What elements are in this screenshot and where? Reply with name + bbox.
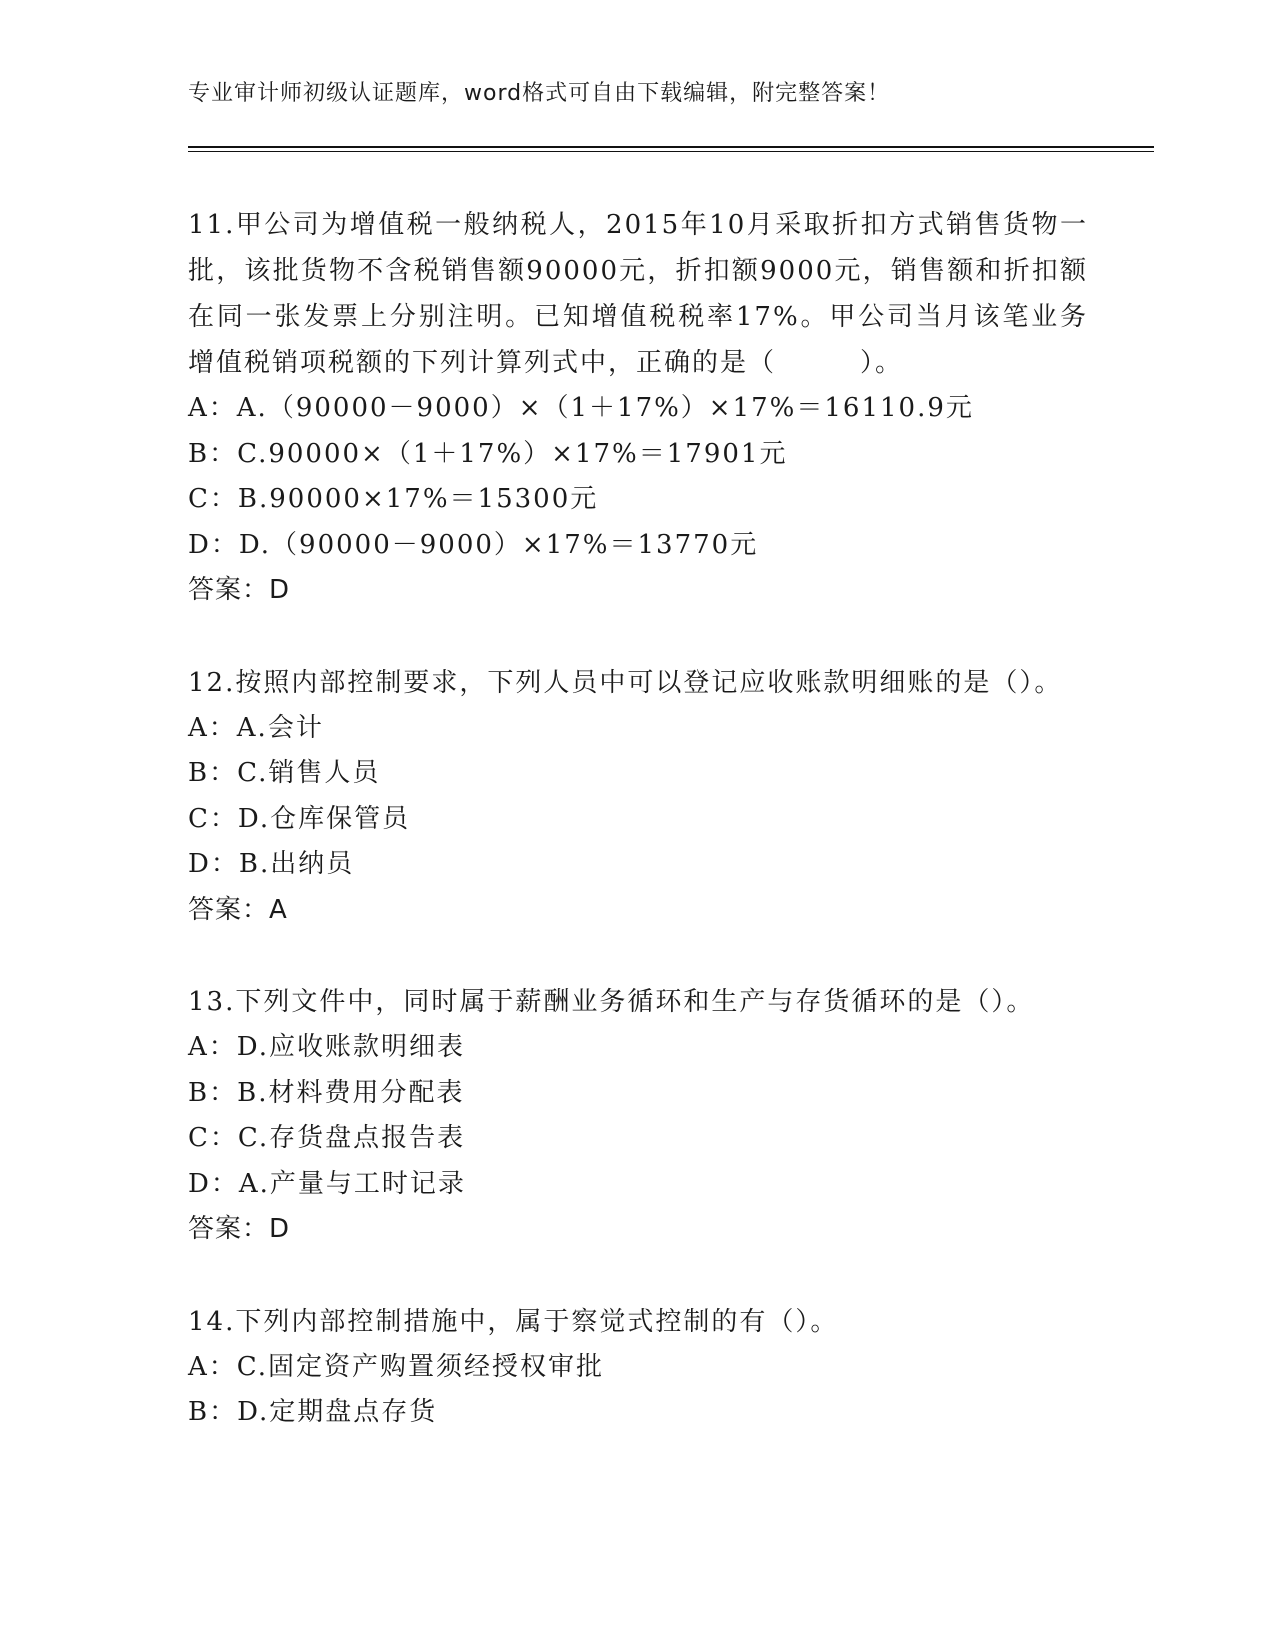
option-b: B：C.销售人员	[188, 758, 381, 788]
answer-line: 答案：A	[188, 894, 288, 925]
question-14	[188, 1299, 1088, 1436]
option-a: A：D.应收账款明细表	[188, 1032, 465, 1062]
question-stem: 13.下列文件中，同时属于薪酬业务循环和生产与存货循环的是（）。	[188, 987, 1035, 1017]
option-a: A：A.会计	[188, 712, 324, 743]
option-b: B：D.定期盘点存货	[188, 1397, 438, 1427]
option-d: D：A.产量与工时记录	[188, 1168, 466, 1199]
question-stem: 12.按照内部控制要求，下列人员中可以登记应收账款明细账的是（）。	[188, 667, 1063, 698]
option-b: B：B.材料费用分配表	[188, 1077, 465, 1108]
option-c: C：C.存货盘点报告表	[188, 1123, 466, 1153]
question-stem: 11.甲公司为增值税一般纳税人，2015年10月采取折扣方式销售货物一批，该批货物不含税销售额90000元，折扣额9000元，销售额和折扣额在同一张发票上分别注明。已知增值税税率17%。甲公司当月该笔业务增值税销项税额的下列计算列式中，正确的是（ ）。	[188, 210, 1088, 378]
option-c: C：D.仓库保管员	[188, 803, 411, 834]
question-12	[188, 660, 1088, 934]
answer-line: 答案：D	[188, 1214, 291, 1244]
question-11	[188, 202, 1088, 614]
answer-line: 答案：D	[188, 575, 291, 605]
question-13	[188, 979, 1088, 1253]
question-list	[188, 202, 1088, 1482]
option-d: D：D.（90000－9000）×17%＝13770元	[188, 529, 759, 560]
page-header: 专业审计师初级认证题库，word格式可自由下载编辑，附完整答案！	[188, 81, 891, 106]
option-a: A：A.（90000－9000）×（1＋17%）×17%＝16110.9元	[188, 393, 974, 423]
option-c: C：B.90000×17%＝15300元	[188, 484, 599, 514]
question-stem: 14.下列内部控制措施中，属于察觉式控制的有（）。	[188, 1306, 839, 1337]
header-divider	[188, 146, 1154, 152]
option-d: D：B.出纳员	[188, 849, 355, 879]
option-a: A：C.固定资产购置须经授权审批	[188, 1351, 605, 1382]
option-b: B：C.90000×（1＋17%）×17%＝17901元	[188, 438, 788, 469]
